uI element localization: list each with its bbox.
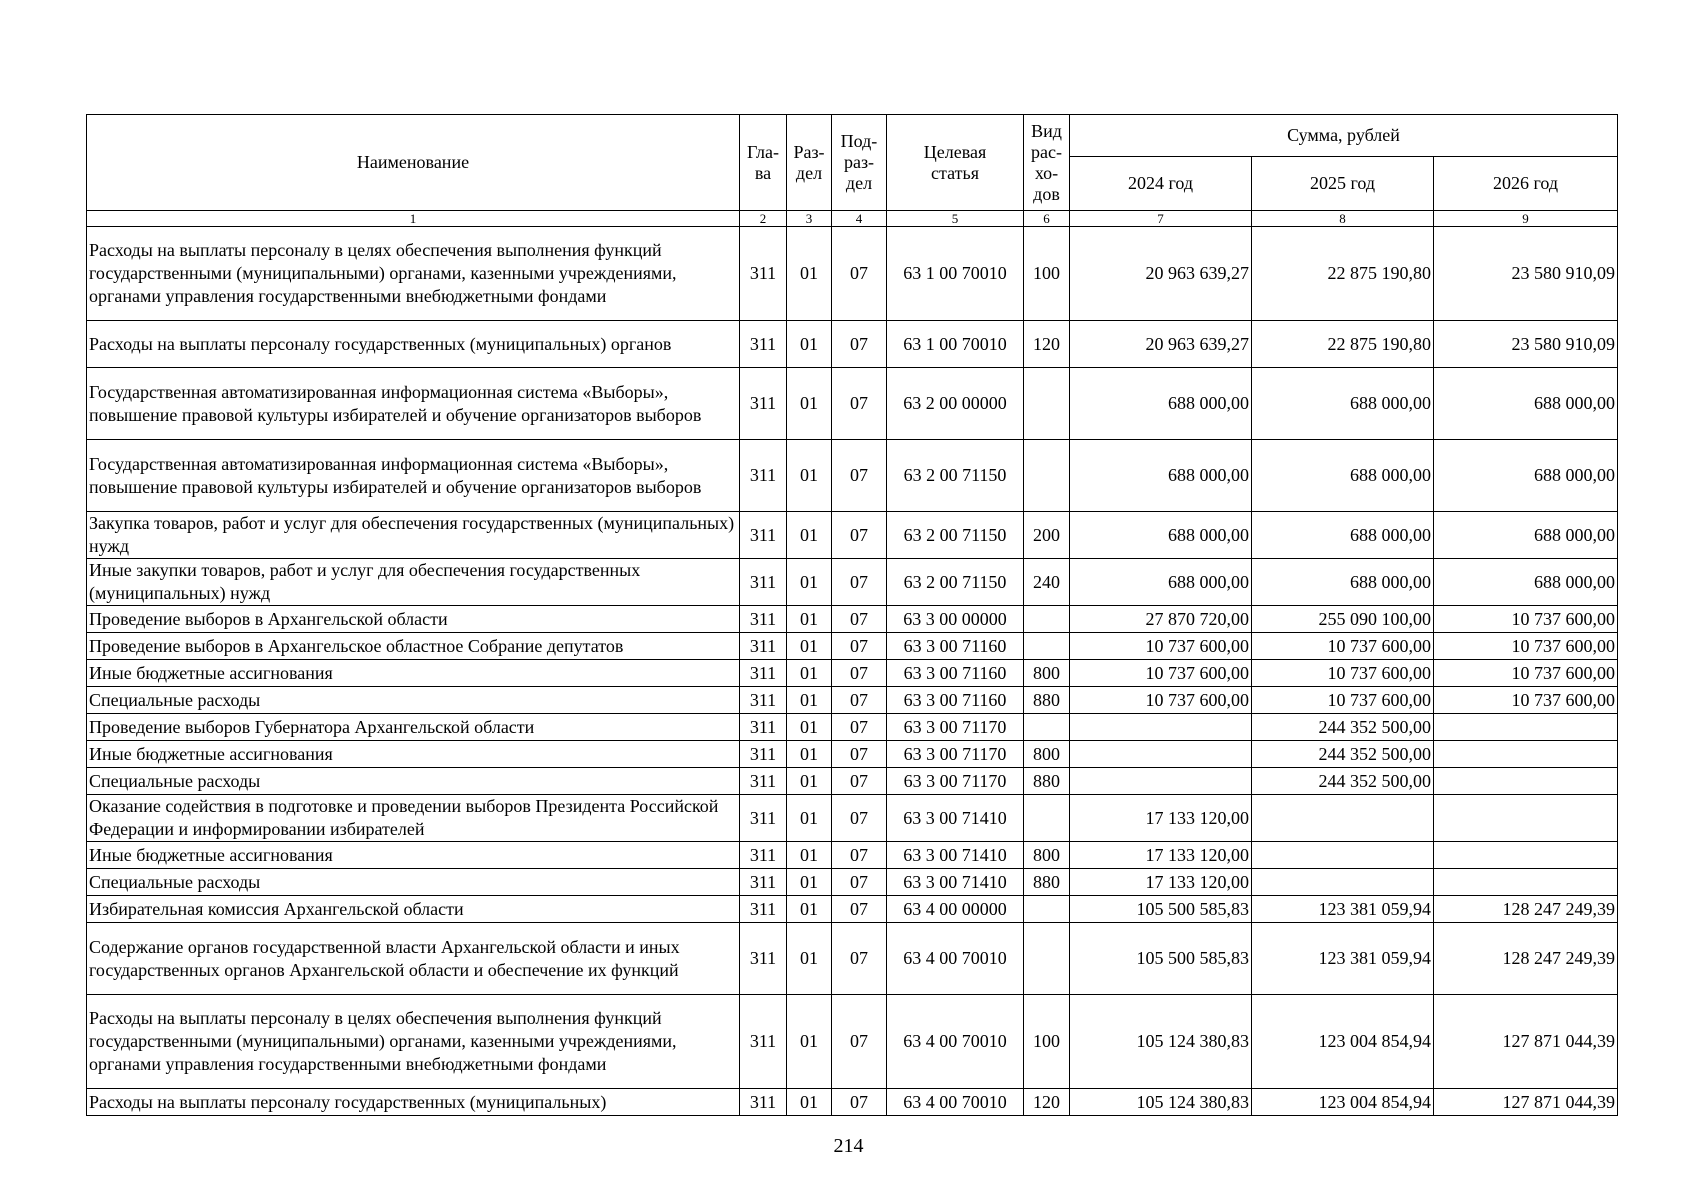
row-chapter: 311	[740, 660, 787, 687]
row-sum-2025: 244 352 500,00	[1252, 714, 1434, 741]
row-expense-type	[1024, 795, 1070, 842]
row-name: Государственная автоматизированная информационная система «Выборы», повышение правовой культуры избирателей и обучение организаторов выборов	[87, 440, 740, 512]
row-section: 01	[787, 795, 832, 842]
header-sum: Сумма, рублей	[1070, 115, 1618, 157]
row-name: Иные бюджетные ассигнования	[87, 741, 740, 768]
header-expense-type	[1024, 115, 1070, 211]
row-subsection: 07	[832, 768, 887, 795]
column-number: 8	[1252, 211, 1434, 227]
header-target-line: Целевая	[923, 141, 987, 162]
row-chapter: 311	[740, 842, 787, 869]
row-subsection: 07	[832, 795, 887, 842]
row-sum-2026: 688 000,00	[1434, 440, 1618, 512]
row-sum-2025: 244 352 500,00	[1252, 768, 1434, 795]
header-chapter	[740, 115, 787, 211]
row-sum-2025: 123 381 059,94	[1252, 896, 1434, 923]
row-sum-2026: 127 871 044,39	[1434, 1089, 1618, 1116]
row-section: 01	[787, 896, 832, 923]
table-row	[87, 440, 1618, 512]
table-body	[87, 227, 1618, 1116]
row-subsection: 07	[832, 687, 887, 714]
column-number: 5	[887, 211, 1024, 227]
table-row	[87, 923, 1618, 995]
row-target-article: 63 1 00 70010	[887, 227, 1024, 321]
row-name: Расходы на выплаты персоналу государственных (муниципальных)	[87, 1089, 740, 1116]
table-row	[87, 995, 1618, 1089]
row-section: 01	[787, 227, 832, 321]
table-row	[87, 869, 1618, 896]
header-chapter-line: ва	[754, 162, 772, 183]
header-expense-line: рас-	[1031, 141, 1062, 162]
row-subsection: 07	[832, 741, 887, 768]
row-section: 01	[787, 1089, 832, 1116]
row-name: Расходы на выплаты персоналу в целях обеспечения выполнения функций государственными (муниципальными) органами, казенными учреждениями, органами управления государственными внебюджетными фондами	[87, 995, 740, 1089]
row-sum-2025: 123 381 059,94	[1252, 923, 1434, 995]
row-sum-2025: 688 000,00	[1252, 440, 1434, 512]
row-subsection: 07	[832, 1089, 887, 1116]
row-section: 01	[787, 321, 832, 368]
row-sum-2025	[1252, 842, 1434, 869]
row-chapter: 311	[740, 606, 787, 633]
row-sum-2024: 17 133 120,00	[1070, 869, 1252, 896]
table-row	[87, 606, 1618, 633]
row-sum-2024: 27 870 720,00	[1070, 606, 1252, 633]
row-section: 01	[787, 869, 832, 896]
row-name: Специальные расходы	[87, 687, 740, 714]
row-sum-2026	[1434, 795, 1618, 842]
row-subsection: 07	[832, 559, 887, 606]
table-row	[87, 227, 1618, 321]
row-chapter: 311	[740, 923, 787, 995]
row-name: Расходы на выплаты персоналу государственных (муниципальных) органов	[87, 321, 740, 368]
row-subsection: 07	[832, 440, 887, 512]
row-chapter: 311	[740, 768, 787, 795]
row-section: 01	[787, 559, 832, 606]
column-number: 3	[787, 211, 832, 227]
header-section-line: Раз-	[793, 141, 825, 162]
column-number: 4	[832, 211, 887, 227]
header-name: Наименование	[87, 115, 740, 211]
row-name: Проведение выборов Губернатора Архангельской области	[87, 714, 740, 741]
header-subsection-line: дел	[845, 173, 873, 193]
row-name: Расходы на выплаты персоналу в целях обеспечения выполнения функций государственными (муниципальными) органами, казенными учреждениями, органами управления государственными внебюджетными фондами	[87, 227, 740, 321]
row-sum-2024: 17 133 120,00	[1070, 842, 1252, 869]
row-sum-2024: 105 124 380,83	[1070, 1089, 1252, 1116]
row-name: Закупка товаров, работ и услуг для обеспечения государственных (муниципальных) нужд	[87, 512, 740, 559]
table-row	[87, 795, 1618, 842]
row-target-article: 63 1 00 70010	[887, 321, 1024, 368]
header-expense-line: хо-	[1034, 162, 1059, 183]
row-sum-2024: 105 500 585,83	[1070, 923, 1252, 995]
row-chapter: 311	[740, 559, 787, 606]
row-sum-2025: 123 004 854,94	[1252, 995, 1434, 1089]
row-sum-2024: 20 963 639,27	[1070, 227, 1252, 321]
row-target-article: 63 3 00 71410	[887, 842, 1024, 869]
row-target-article: 63 3 00 71160	[887, 687, 1024, 714]
header-subsection-line: Под-	[840, 131, 878, 151]
row-expense-type: 880	[1024, 869, 1070, 896]
row-target-article: 63 4 00 70010	[887, 923, 1024, 995]
row-expense-type: 800	[1024, 842, 1070, 869]
row-sum-2024: 688 000,00	[1070, 368, 1252, 440]
row-section: 01	[787, 660, 832, 687]
column-number: 6	[1024, 211, 1070, 227]
row-name: Государственная автоматизированная информационная система «Выборы», повышение правовой культуры избирателей и обучение организаторов выборов	[87, 368, 740, 440]
row-sum-2026: 688 000,00	[1434, 559, 1618, 606]
row-sum-2025: 22 875 190,80	[1252, 227, 1434, 321]
row-name: Специальные расходы	[87, 869, 740, 896]
page-number: 214	[833, 1135, 864, 1157]
row-sum-2026	[1434, 869, 1618, 896]
table-row	[87, 368, 1618, 440]
row-target-article: 63 4 00 70010	[887, 1089, 1024, 1116]
row-sum-2025: 688 000,00	[1252, 512, 1434, 559]
row-target-article: 63 2 00 71150	[887, 512, 1024, 559]
table-row	[87, 559, 1618, 606]
row-subsection: 07	[832, 606, 887, 633]
row-name: Избирательная комиссия Архангельской области	[87, 896, 740, 923]
row-expense-type	[1024, 923, 1070, 995]
row-section: 01	[787, 687, 832, 714]
row-sum-2026: 688 000,00	[1434, 512, 1618, 559]
header-target-line: статья	[931, 162, 979, 183]
row-expense-type: 200	[1024, 512, 1070, 559]
row-subsection: 07	[832, 714, 887, 741]
row-section: 01	[787, 368, 832, 440]
table-row	[87, 741, 1618, 768]
row-name: Иные бюджетные ассигнования	[87, 660, 740, 687]
table-row	[87, 660, 1618, 687]
column-number: 2	[740, 211, 787, 227]
row-expense-type: 880	[1024, 768, 1070, 795]
row-target-article: 63 3 00 71170	[887, 741, 1024, 768]
row-subsection: 07	[832, 896, 887, 923]
row-section: 01	[787, 512, 832, 559]
row-subsection: 07	[832, 995, 887, 1089]
row-name: Содержание органов государственной власти Архангельской области и иных государственных органов Архангельской области и обеспечение их функций	[87, 923, 740, 995]
row-sum-2025	[1252, 869, 1434, 896]
row-sum-2025: 255 090 100,00	[1252, 606, 1434, 633]
row-sum-2024: 10 737 600,00	[1070, 633, 1252, 660]
row-sum-2026	[1434, 714, 1618, 741]
row-sum-2025: 688 000,00	[1252, 368, 1434, 440]
row-sum-2026: 10 737 600,00	[1434, 633, 1618, 660]
row-sum-2026: 10 737 600,00	[1434, 606, 1618, 633]
row-subsection: 07	[832, 660, 887, 687]
row-chapter: 311	[740, 741, 787, 768]
row-subsection: 07	[832, 512, 887, 559]
header-year-2025: 2025 год	[1252, 157, 1434, 211]
row-sum-2024	[1070, 768, 1252, 795]
row-target-article: 63 4 00 70010	[887, 995, 1024, 1089]
row-sum-2024: 20 963 639,27	[1070, 321, 1252, 368]
row-sum-2024: 688 000,00	[1070, 440, 1252, 512]
table-row	[87, 714, 1618, 741]
header-year-2026: 2026 год	[1434, 157, 1618, 211]
row-section: 01	[787, 633, 832, 660]
row-sum-2024: 10 737 600,00	[1070, 660, 1252, 687]
row-target-article: 63 2 00 00000	[887, 368, 1024, 440]
row-subsection: 07	[832, 321, 887, 368]
row-name: Оказание содействия в подготовке и проведении выборов Президента Российской Федерации и информировании избирателей	[87, 795, 740, 842]
row-sum-2026: 10 737 600,00	[1434, 660, 1618, 687]
row-subsection: 07	[832, 368, 887, 440]
header-subsection-line: раз-	[843, 152, 875, 172]
row-name: Специальные расходы	[87, 768, 740, 795]
row-expense-type	[1024, 633, 1070, 660]
header-section	[787, 115, 832, 211]
row-sum-2026: 23 580 910,09	[1434, 227, 1618, 321]
row-target-article: 63 3 00 00000	[887, 606, 1024, 633]
row-sum-2025	[1252, 795, 1434, 842]
table-row	[87, 512, 1618, 559]
row-sum-2025: 10 737 600,00	[1252, 687, 1434, 714]
row-section: 01	[787, 741, 832, 768]
table-row	[87, 633, 1618, 660]
row-name: Проведение выборов в Архангельское областное Собрание депутатов	[87, 633, 740, 660]
row-sum-2025: 688 000,00	[1252, 559, 1434, 606]
row-subsection: 07	[832, 227, 887, 321]
table-row	[87, 842, 1618, 869]
row-expense-type	[1024, 896, 1070, 923]
row-sum-2026	[1434, 768, 1618, 795]
row-sum-2026: 23 580 910,09	[1434, 321, 1618, 368]
row-target-article: 63 3 00 71160	[887, 633, 1024, 660]
row-sum-2026: 127 871 044,39	[1434, 995, 1618, 1089]
row-sum-2024: 688 000,00	[1070, 512, 1252, 559]
row-sum-2024: 17 133 120,00	[1070, 795, 1252, 842]
row-sum-2026: 128 247 249,39	[1434, 923, 1618, 995]
header-target-article	[887, 115, 1024, 211]
row-chapter: 311	[740, 714, 787, 741]
row-sum-2024	[1070, 741, 1252, 768]
row-subsection: 07	[832, 869, 887, 896]
row-target-article: 63 3 00 71170	[887, 714, 1024, 741]
row-expense-type: 800	[1024, 660, 1070, 687]
row-sum-2026: 10 737 600,00	[1434, 687, 1618, 714]
row-section: 01	[787, 768, 832, 795]
row-expense-type	[1024, 440, 1070, 512]
table-row	[87, 687, 1618, 714]
row-target-article: 63 3 00 71410	[887, 869, 1024, 896]
row-sum-2024: 105 124 380,83	[1070, 995, 1252, 1089]
row-section: 01	[787, 923, 832, 995]
row-chapter: 311	[740, 227, 787, 321]
row-chapter: 311	[740, 1089, 787, 1116]
row-sum-2026: 128 247 249,39	[1434, 896, 1618, 923]
header-section-line: дел	[795, 162, 823, 183]
row-sum-2024	[1070, 714, 1252, 741]
row-expense-type: 120	[1024, 321, 1070, 368]
row-target-article: 63 2 00 71150	[887, 559, 1024, 606]
row-name: Иные бюджетные ассигнования	[87, 842, 740, 869]
row-chapter: 311	[740, 995, 787, 1089]
row-expense-type: 120	[1024, 1089, 1070, 1116]
row-chapter: 311	[740, 687, 787, 714]
row-sum-2025: 10 737 600,00	[1252, 660, 1434, 687]
row-target-article: 63 2 00 71150	[887, 440, 1024, 512]
column-number: 1	[87, 211, 740, 227]
row-sum-2024: 105 500 585,83	[1070, 896, 1252, 923]
header-subsection	[832, 115, 887, 211]
row-chapter: 311	[740, 368, 787, 440]
row-sum-2026: 688 000,00	[1434, 368, 1618, 440]
row-expense-type: 240	[1024, 559, 1070, 606]
row-chapter: 311	[740, 896, 787, 923]
table-row	[87, 896, 1618, 923]
row-section: 01	[787, 714, 832, 741]
row-sum-2025: 10 737 600,00	[1252, 633, 1434, 660]
row-section: 01	[787, 995, 832, 1089]
row-target-article: 63 3 00 71160	[887, 660, 1024, 687]
row-target-article: 63 4 00 00000	[887, 896, 1024, 923]
row-expense-type	[1024, 368, 1070, 440]
row-sum-2025: 244 352 500,00	[1252, 741, 1434, 768]
row-sum-2026	[1434, 741, 1618, 768]
row-expense-type: 100	[1024, 995, 1070, 1089]
row-sum-2026	[1434, 842, 1618, 869]
row-section: 01	[787, 440, 832, 512]
row-chapter: 311	[740, 633, 787, 660]
table-row	[87, 1089, 1618, 1116]
row-section: 01	[787, 606, 832, 633]
row-chapter: 311	[740, 440, 787, 512]
row-expense-type: 880	[1024, 687, 1070, 714]
table-row	[87, 768, 1618, 795]
column-number: 7	[1070, 211, 1252, 227]
row-name: Проведение выборов в Архангельской области	[87, 606, 740, 633]
header-year-2024: 2024 год	[1070, 157, 1252, 211]
header-expense-line: дов	[1033, 183, 1060, 204]
header-chapter-line: Гла-	[746, 141, 780, 162]
row-chapter: 311	[740, 512, 787, 559]
row-chapter: 311	[740, 321, 787, 368]
row-target-article: 63 3 00 71170	[887, 768, 1024, 795]
row-expense-type: 800	[1024, 741, 1070, 768]
row-chapter: 311	[740, 869, 787, 896]
row-target-article: 63 3 00 71410	[887, 795, 1024, 842]
budget-table	[86, 114, 1618, 1116]
header-expense-line: Вид	[1031, 120, 1062, 141]
table-row	[87, 321, 1618, 368]
row-expense-type: 100	[1024, 227, 1070, 321]
row-subsection: 07	[832, 633, 887, 660]
row-sum-2025: 123 004 854,94	[1252, 1089, 1434, 1116]
row-sum-2024: 10 737 600,00	[1070, 687, 1252, 714]
row-subsection: 07	[832, 842, 887, 869]
row-sum-2024: 688 000,00	[1070, 559, 1252, 606]
row-expense-type	[1024, 606, 1070, 633]
row-sum-2025: 22 875 190,80	[1252, 321, 1434, 368]
row-chapter: 311	[740, 795, 787, 842]
row-expense-type	[1024, 714, 1070, 741]
row-subsection: 07	[832, 923, 887, 995]
column-number: 9	[1434, 211, 1618, 227]
row-name: Иные закупки товаров, работ и услуг для обеспечения государственных (муниципальных) нужд	[87, 559, 740, 606]
row-section: 01	[787, 842, 832, 869]
